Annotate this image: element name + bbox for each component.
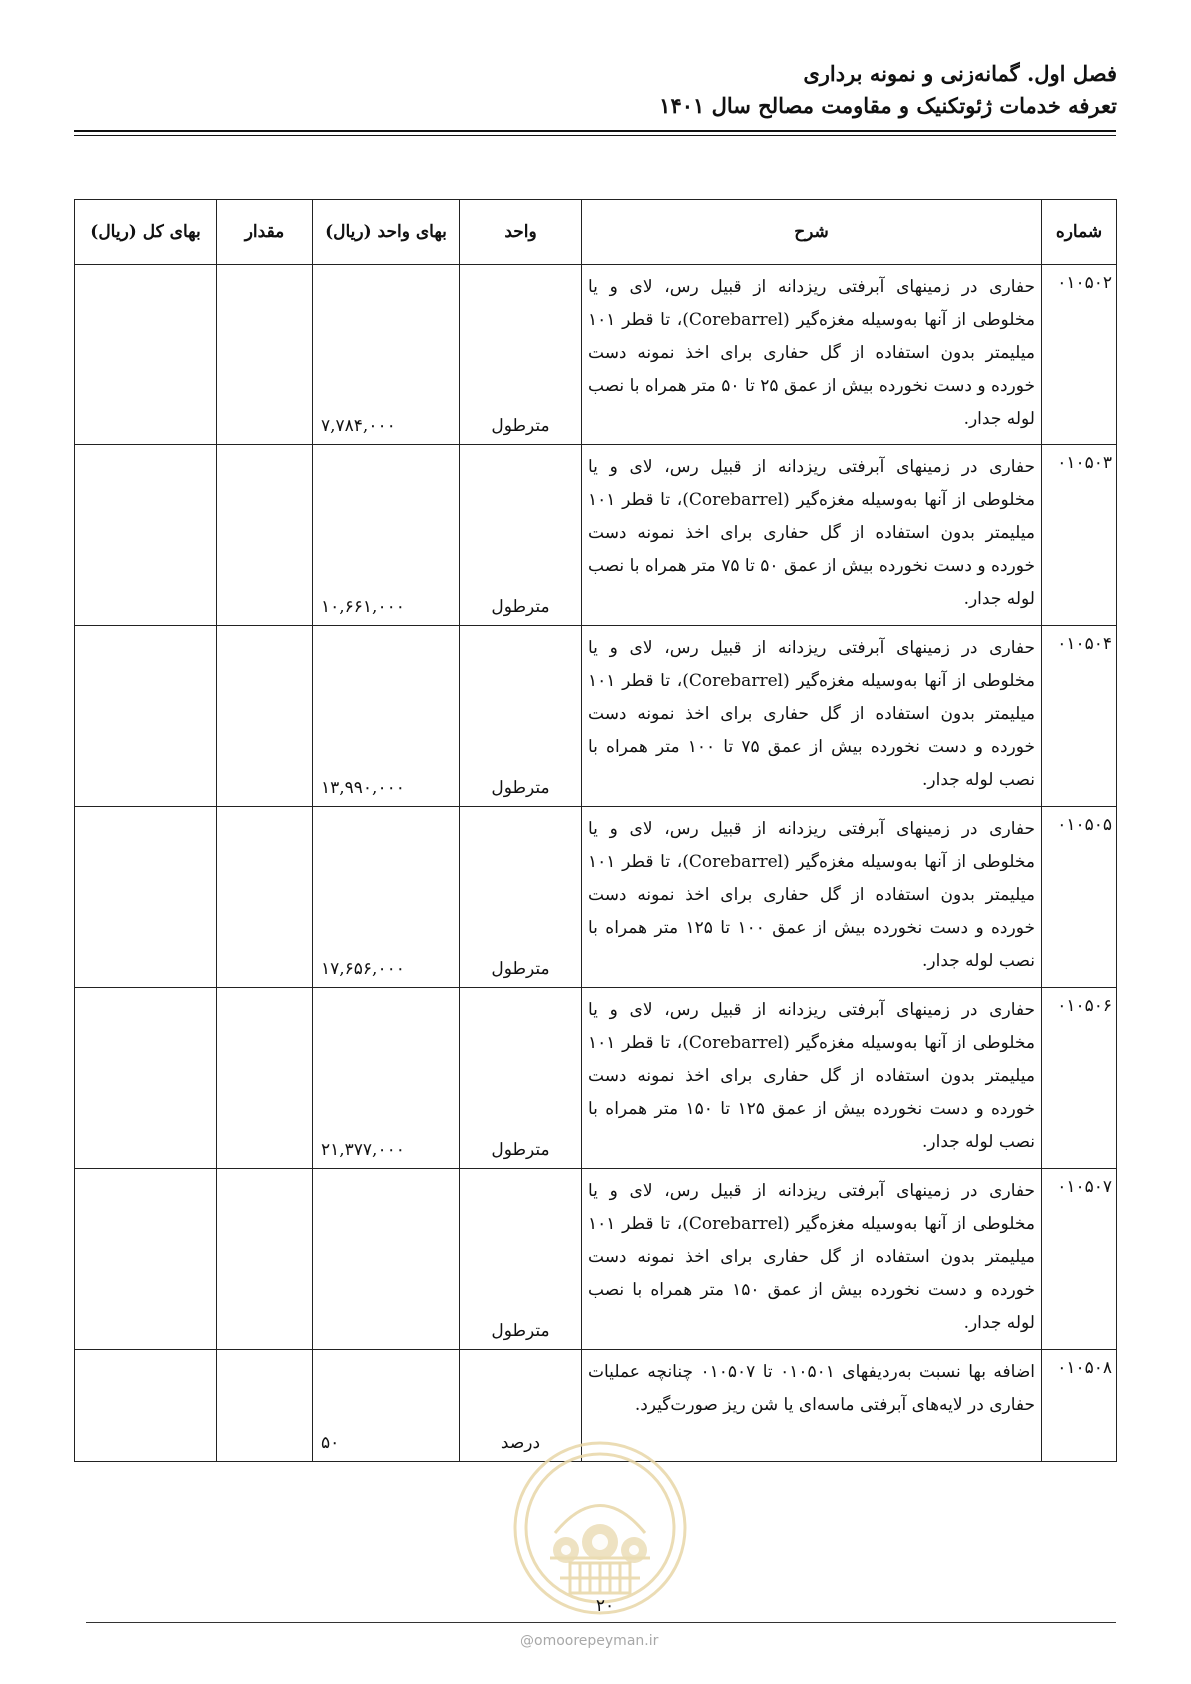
row-code: ۰۱۰۵۰۶ [1042,988,1117,1169]
table-row [75,988,1117,1169]
row-unit: مترطول [460,626,582,807]
row-unit: مترطول [460,445,582,626]
header-total-price: بهای کل (ریال) [75,200,217,265]
row-unit: درصد [460,1350,582,1462]
row-description: اضافه بها نسبت به‌ردیفهای ۰۱۰۵۰۱ تا ۰۱۰۵۰۷ چنانچه عملیات حفاری در لایه‌های آبرفتی ماسه‌ای یا شن ریز صورت‌گیرد. [582,1350,1042,1462]
row-code: ۰۱۰۵۰۴ [1042,626,1117,807]
page-header [75,58,1117,122]
table-row [75,807,1117,988]
header-quantity: مقدار [217,200,313,265]
row-quantity [217,988,313,1169]
row-total-price [75,626,217,807]
footer-rule [86,1622,1116,1623]
row-description: حفاری در زمینهای آبرفتی ریزدانه از قبیل رس، لای و یا مخلوطی از آنها به‌وسیله مغزه‌گیر (Corebarrel)، تا قطر ۱۰۱ میلیمتر بدون استفاده از گل حفاری برای اخذ نمونه دست خورده و دست نخورده بیش از عمق ۵۰ تا ۷۵ متر همراه با نصب لوله جدار. [582,445,1042,626]
table-header-row [75,200,1117,265]
row-code: ۰۱۰۵۰۵ [1042,807,1117,988]
row-code: ۰۱۰۵۰۷ [1042,1169,1117,1350]
row-total-price [75,1169,217,1350]
header-code: شماره [1042,200,1117,265]
table-row [75,626,1117,807]
row-quantity [217,1169,313,1350]
row-unit: مترطول [460,1169,582,1350]
row-unit: مترطول [460,807,582,988]
row-unit-price: ۱۰,۶۶۱,۰۰۰ [313,445,460,626]
header-rule [74,130,1116,132]
row-code: ۰۱۰۵۰۲ [1042,265,1117,445]
row-code: ۰۱۰۵۰۸ [1042,1350,1117,1462]
page-number: ۲۰ [595,1596,615,1616]
chapter-title: فصل اول. گمانه‌زنی و نمونه برداری [803,61,1117,86]
row-unit-price [313,1169,460,1350]
table-row [75,265,1117,445]
header-unit: واحد [460,200,582,265]
row-total-price [75,265,217,445]
row-description: حفاری در زمینهای آبرفتی ریزدانه از قبیل رس، لای و یا مخلوطی از آنها به‌وسیله مغزه‌گیر (Corebarrel)، تا قطر ۱۰۱ میلیمتر بدون استفاده از گل حفاری برای اخذ نمونه دست خورده و دست نخورده بیش از عمق ۱۰۰ تا ۱۲۵ متر همراه با نصب لوله جدار. [582,807,1042,988]
table-row [75,445,1117,626]
row-quantity [217,1350,313,1462]
row-code: ۰۱۰۵۰۳ [1042,445,1117,626]
row-unit-price: ۱۷,۶۵۶,۰۰۰ [313,807,460,988]
row-unit: مترطول [460,265,582,445]
tariff-table [74,199,1117,1462]
header-unit-price: بهای واحد (ریال) [313,200,460,265]
table-row [75,1169,1117,1350]
row-description: حفاری در زمینهای آبرفتی ریزدانه از قبیل رس، لای و یا مخلوطی از آنها به‌وسیله مغزه‌گیر (Corebarrel)، تا قطر ۱۰۱ میلیمتر بدون استفاده از گل حفاری برای اخذ نمونه دست خورده و دست نخورده بیش از عمق ۲۵ تا ۵۰ متر همراه با نصب لوله جدار. [582,265,1042,445]
row-total-price [75,445,217,626]
row-total-price [75,1350,217,1462]
row-description: حفاری در زمینهای آبرفتی ریزدانه از قبیل رس، لای و یا مخلوطی از آنها به‌وسیله مغزه‌گیر (Corebarrel)، تا قطر ۱۰۱ میلیمتر بدون استفاده از گل حفاری برای اخذ نمونه دست خورده و دست نخورده بیش از عمق ۷۵ تا ۱۰۰ متر همراه با نصب لوله جدار. [582,626,1042,807]
row-description: حفاری در زمینهای آبرفتی ریزدانه از قبیل رس، لای و یا مخلوطی از آنها به‌وسیله مغزه‌گیر (Corebarrel)، تا قطر ۱۰۱ میلیمتر بدون استفاده از گل حفاری برای اخذ نمونه دست خورده و دست نخورده بیش از عمق ۱۲۵ تا ۱۵۰ متر همراه با نصب لوله جدار. [582,988,1042,1169]
document-title: تعرفه خدمات ژئوتکنیک و مقاومت مصالح سال ۱۴۰۱ [659,93,1117,118]
watermark-url: @omoorepeyman.ir [520,1633,659,1649]
row-total-price [75,988,217,1169]
row-unit-price: ۱۳,۹۹۰,۰۰۰ [313,626,460,807]
row-quantity [217,265,313,445]
row-total-price [75,807,217,988]
row-description: حفاری در زمینهای آبرفتی ریزدانه از قبیل رس، لای و یا مخلوطی از آنها به‌وسیله مغزه‌گیر (Corebarrel)، تا قطر ۱۰۱ میلیمتر بدون استفاده از گل حفاری برای اخذ نمونه دست خورده و دست نخورده بیش از عمق ۱۵۰ متر همراه با نصب لوله جدار. [582,1169,1042,1350]
row-unit: مترطول [460,988,582,1169]
header-description: شرح [582,200,1042,265]
row-quantity [217,445,313,626]
row-unit-price: ۲۱,۳۷۷,۰۰۰ [313,988,460,1169]
header-rule-thin [74,135,1116,136]
row-unit-price: ۷,۷۸۴,۰۰۰ [313,265,460,445]
row-unit-price: ۵۰ [313,1350,460,1462]
seal-watermark-icon [510,1438,690,1618]
row-quantity [217,807,313,988]
row-quantity [217,626,313,807]
